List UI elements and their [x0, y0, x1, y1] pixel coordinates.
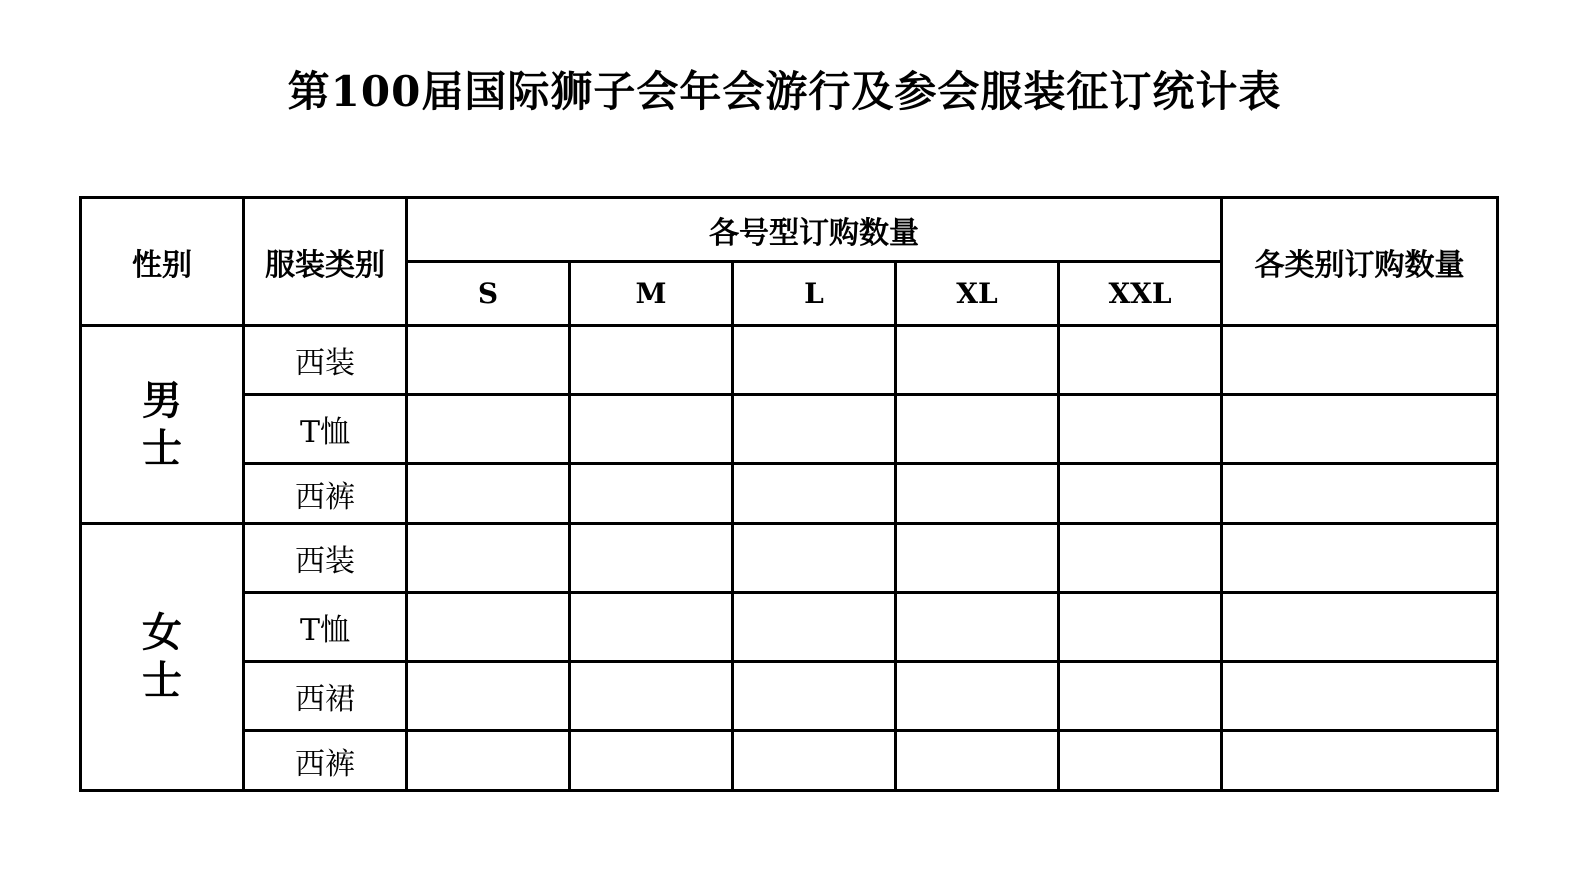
- header-size-group: 各号型订购数量: [407, 198, 1222, 262]
- input-cell[interactable]: [733, 395, 896, 464]
- input-cell[interactable]: [570, 326, 733, 395]
- total-cell[interactable]: [1222, 524, 1498, 593]
- header-size-m: M: [570, 262, 733, 326]
- total-cell[interactable]: [1222, 395, 1498, 464]
- table-row: [81, 593, 1498, 662]
- gender-char: 男: [142, 376, 182, 424]
- item-cell: 西裤: [244, 464, 407, 524]
- document-title: 第100届国际狮子会年会游行及参会服装征订统计表: [287, 67, 1282, 116]
- header-size-l: L: [733, 262, 896, 326]
- input-cell[interactable]: [896, 524, 1059, 593]
- input-cell[interactable]: [407, 593, 570, 662]
- input-cell[interactable]: [896, 395, 1059, 464]
- input-cell[interactable]: [896, 326, 1059, 395]
- input-cell[interactable]: [733, 593, 896, 662]
- total-cell[interactable]: [1222, 731, 1498, 791]
- input-cell[interactable]: [1059, 326, 1222, 395]
- input-cell[interactable]: [733, 326, 896, 395]
- item-cell: T恤: [244, 593, 407, 662]
- input-cell[interactable]: [570, 524, 733, 593]
- input-cell[interactable]: [407, 395, 570, 464]
- header-gender: 性别: [81, 198, 244, 326]
- input-cell[interactable]: [570, 464, 733, 524]
- header-size-xl: XL: [896, 262, 1059, 326]
- total-cell[interactable]: [1222, 464, 1498, 524]
- input-cell[interactable]: [407, 524, 570, 593]
- table-row: [81, 524, 1498, 593]
- input-cell[interactable]: [407, 326, 570, 395]
- total-cell[interactable]: [1222, 593, 1498, 662]
- input-cell[interactable]: [1059, 395, 1222, 464]
- header-total: 各类别订购数量: [1222, 198, 1498, 326]
- table-row: [81, 464, 1498, 524]
- input-cell[interactable]: [1059, 731, 1222, 791]
- input-cell[interactable]: [570, 395, 733, 464]
- header-size-s: S: [407, 262, 570, 326]
- input-cell[interactable]: [407, 731, 570, 791]
- header-row-1: [81, 198, 1498, 262]
- input-cell[interactable]: [896, 731, 1059, 791]
- total-cell[interactable]: [1222, 662, 1498, 731]
- item-cell: T恤: [244, 395, 407, 464]
- table-row: [81, 731, 1498, 791]
- item-cell: 西装: [244, 524, 407, 593]
- table-row: [81, 662, 1498, 731]
- input-cell[interactable]: [1059, 593, 1222, 662]
- input-cell[interactable]: [1059, 464, 1222, 524]
- gender-char: 女: [142, 609, 182, 656]
- item-cell: 西裤: [244, 731, 407, 791]
- gender-cell-women: [81, 524, 244, 791]
- gender-char: 士: [142, 424, 182, 472]
- item-cell: 西装: [244, 326, 407, 395]
- gender-char: 士: [142, 657, 182, 704]
- table-row: [81, 326, 1498, 395]
- input-cell[interactable]: [896, 662, 1059, 731]
- total-cell[interactable]: [1222, 326, 1498, 395]
- input-cell[interactable]: [733, 464, 896, 524]
- input-cell[interactable]: [733, 524, 896, 593]
- header-category: 服装类别: [244, 198, 407, 326]
- input-cell[interactable]: [896, 593, 1059, 662]
- input-cell[interactable]: [570, 593, 733, 662]
- input-cell[interactable]: [896, 464, 1059, 524]
- order-statistics-table: [79, 196, 1499, 792]
- input-cell[interactable]: [1059, 662, 1222, 731]
- input-cell[interactable]: [1059, 524, 1222, 593]
- header-size-xxl: XXL: [1059, 262, 1222, 326]
- input-cell[interactable]: [407, 464, 570, 524]
- input-cell[interactable]: [570, 731, 733, 791]
- item-cell: 西裙: [244, 662, 407, 731]
- input-cell[interactable]: [733, 662, 896, 731]
- gender-cell-men: [81, 326, 244, 524]
- input-cell[interactable]: [733, 731, 896, 791]
- input-cell[interactable]: [407, 662, 570, 731]
- table-row: [81, 395, 1498, 464]
- input-cell[interactable]: [570, 662, 733, 731]
